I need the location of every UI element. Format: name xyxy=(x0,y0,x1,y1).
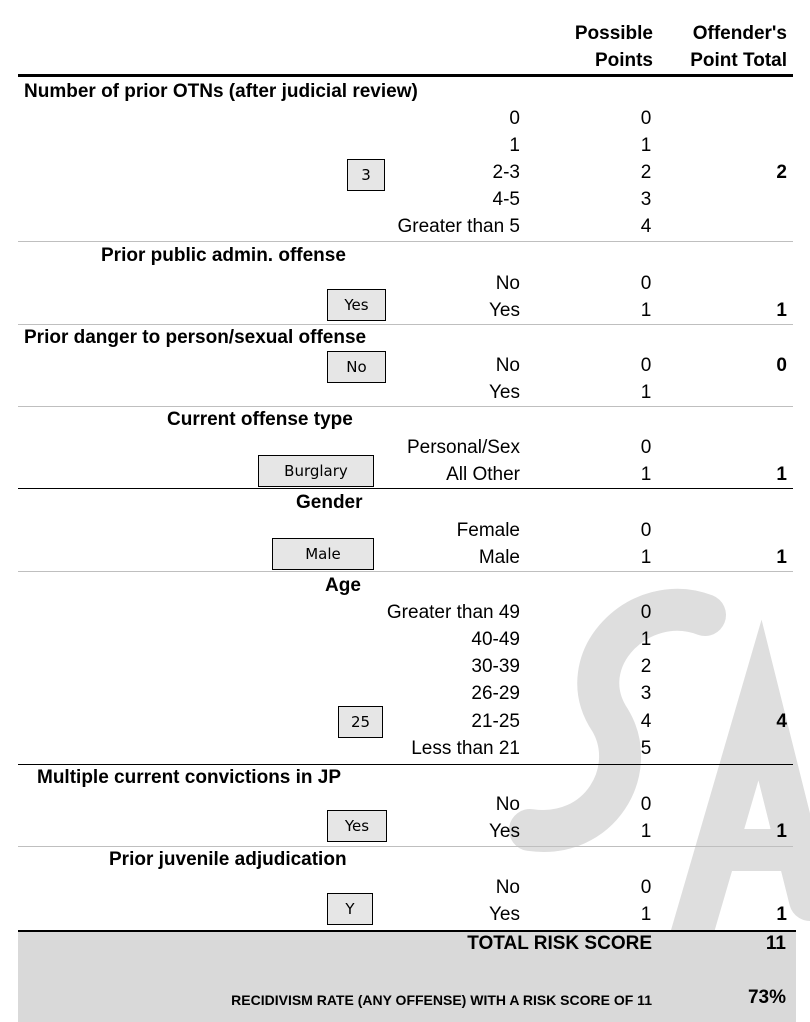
option-points: 0 xyxy=(640,108,652,129)
option-points: 2 xyxy=(640,162,652,183)
point-total: 1 xyxy=(776,300,787,321)
section-title-gender: Gender xyxy=(296,492,363,513)
point-total: 4 xyxy=(776,711,787,732)
point-total: 1 xyxy=(776,547,787,568)
section-divider xyxy=(18,764,793,765)
option-points: 0 xyxy=(640,602,652,623)
option-label: Greater than 49 xyxy=(386,602,520,623)
recidivism-rate-label: RECIDIVISM RATE (ANY OFFENSE) WITH A RISK SCORE OF 11 xyxy=(231,992,652,1008)
section-title-offense-type: Current offense type xyxy=(167,409,353,430)
option-label: No xyxy=(495,794,520,815)
option-points: 4 xyxy=(640,711,652,732)
option-points: 1 xyxy=(640,464,652,485)
option-label: Yes xyxy=(489,904,520,925)
option-points: 1 xyxy=(640,300,652,321)
option-label: No xyxy=(495,877,520,898)
prior-otns-input[interactable]: 3 xyxy=(347,159,385,191)
option-points: 0 xyxy=(640,520,652,541)
option-label: 4-5 xyxy=(492,189,520,210)
point-total: 2 xyxy=(776,162,787,183)
option-label: Less than 21 xyxy=(411,738,520,759)
col-header-possible-line1: Possible xyxy=(574,23,653,44)
option-points: 1 xyxy=(640,629,652,650)
option-label: Greater than 5 xyxy=(397,216,520,237)
option-points: 1 xyxy=(640,135,652,156)
option-points: 1 xyxy=(640,547,652,568)
point-total: 1 xyxy=(776,821,787,842)
age-input[interactable]: 25 xyxy=(338,706,383,738)
point-total: 0 xyxy=(776,355,787,376)
recidivism-rate-value: 73% xyxy=(747,987,786,1008)
option-label: 40-49 xyxy=(471,629,520,650)
col-header-total-line1: Offender's xyxy=(692,23,787,44)
option-label: 1 xyxy=(509,135,520,156)
option-points: 3 xyxy=(640,683,652,704)
option-points: 1 xyxy=(640,382,652,403)
option-label: Male xyxy=(478,547,520,568)
section-divider xyxy=(18,846,793,847)
option-points: 5 xyxy=(640,738,652,759)
option-points: 2 xyxy=(640,656,652,677)
offense-type-input[interactable]: Burglary xyxy=(258,455,374,487)
section-divider xyxy=(18,241,793,242)
option-label: No xyxy=(495,355,520,376)
section-divider xyxy=(18,488,793,489)
section-divider xyxy=(18,324,793,325)
danger-person-input[interactable]: No xyxy=(327,351,386,383)
section-divider xyxy=(18,571,793,572)
option-points: 1 xyxy=(640,821,652,842)
col-header-possible-points xyxy=(555,20,653,74)
option-label: Yes xyxy=(489,382,520,403)
multiple-convictions-input[interactable]: Yes xyxy=(327,810,387,842)
section-title-multiple-convictions: Multiple current convictions in JP xyxy=(37,767,342,788)
option-points: 0 xyxy=(640,355,652,376)
col-header-possible-line2: Points xyxy=(594,50,653,71)
total-risk-score-value: 11 xyxy=(765,933,786,954)
point-total: 1 xyxy=(776,464,787,485)
section-title-juvenile: Prior juvenile adjudication xyxy=(109,849,347,870)
score-summary xyxy=(18,930,796,1022)
option-points: 0 xyxy=(640,877,652,898)
section-title-public-admin: Prior public admin. offense xyxy=(101,245,346,266)
option-points: 0 xyxy=(640,273,652,294)
option-label: Female xyxy=(456,520,520,541)
col-header-point-total xyxy=(665,20,787,74)
total-risk-score-label: TOTAL RISK SCORE xyxy=(467,933,652,954)
gender-input[interactable]: Male xyxy=(272,538,374,570)
option-label: 2-3 xyxy=(492,162,520,183)
section-title-prior-otns: Number of prior OTNs (after judicial review) xyxy=(24,81,418,102)
option-label: All Other xyxy=(446,464,520,485)
option-label: 21-25 xyxy=(471,711,520,732)
col-header-total-line2: Point Total xyxy=(690,50,787,71)
point-total: 1 xyxy=(776,904,787,925)
option-points: 0 xyxy=(640,794,652,815)
option-label: 26-29 xyxy=(471,683,520,704)
option-label: Yes xyxy=(489,300,520,321)
option-label: Yes xyxy=(489,821,520,842)
section-title-danger-person: Prior danger to person/sexual offense xyxy=(24,327,367,348)
option-points: 3 xyxy=(640,189,652,210)
option-points: 4 xyxy=(640,216,652,237)
option-points: 1 xyxy=(640,904,652,925)
option-points: 0 xyxy=(640,437,652,458)
footer-top-rule xyxy=(18,930,796,932)
section-divider xyxy=(18,406,793,407)
juvenile-input[interactable]: Y xyxy=(327,893,373,925)
option-label: Personal/Sex xyxy=(406,437,520,458)
public-admin-input[interactable]: Yes xyxy=(327,289,386,321)
section-title-age: Age xyxy=(325,575,361,596)
option-label: 0 xyxy=(509,108,520,129)
header-rule xyxy=(18,74,793,77)
option-label: No xyxy=(495,273,520,294)
option-label: 30-39 xyxy=(471,656,520,677)
